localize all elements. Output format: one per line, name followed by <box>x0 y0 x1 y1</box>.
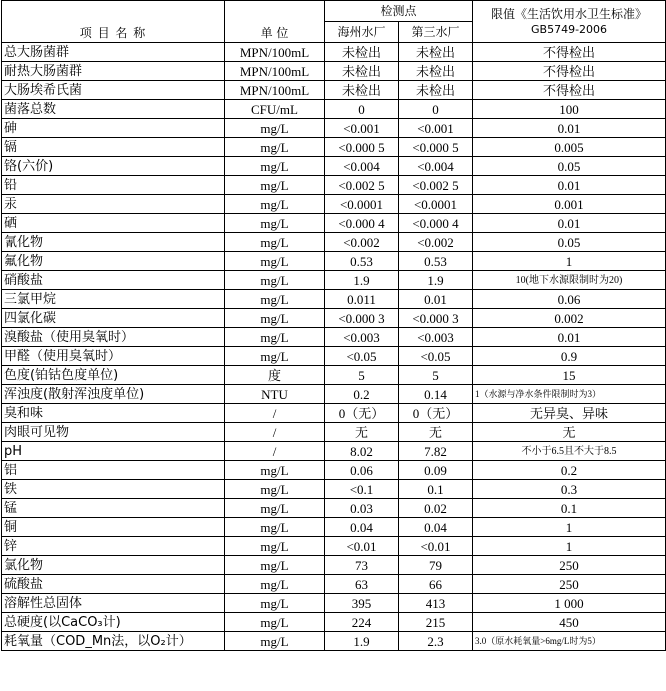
row-unit: mg/L <box>225 632 325 651</box>
row-name: 耐热大肠菌群 <box>2 62 225 81</box>
row-plant-1-value: 未检出 <box>325 62 399 81</box>
row-limit-value: 不得检出 <box>473 43 666 62</box>
row-name: 锌 <box>2 537 225 556</box>
row-plant-1-value: <0.003 <box>325 328 399 347</box>
row-limit-value: 3.0（原水耗氧量>6mg/L时为5） <box>473 632 666 651</box>
row-limit-value: 0.005 <box>473 138 666 157</box>
row-plant-2-value: <0.000 4 <box>399 214 473 233</box>
row-name: 总硬度(以CaCO₃计) <box>2 613 225 632</box>
row-unit: mg/L <box>225 290 325 309</box>
row-name: 肉眼可见物 <box>2 423 225 442</box>
table-body <box>2 43 666 651</box>
row-plant-1-value: <0.000 5 <box>325 138 399 157</box>
row-limit-value: 0.01 <box>473 328 666 347</box>
table-row <box>2 138 666 157</box>
row-plant-1-value: 5 <box>325 366 399 385</box>
row-plant-1-value: 0.2 <box>325 385 399 404</box>
row-name: pH <box>2 442 225 461</box>
row-name: 氰化物 <box>2 233 225 252</box>
row-plant-2-value: <0.004 <box>399 157 473 176</box>
row-unit: mg/L <box>225 138 325 157</box>
table-row <box>2 214 666 233</box>
water-quality-table <box>1 0 666 651</box>
row-plant-1-value: <0.01 <box>325 537 399 556</box>
row-plant-1-value: <0.000 4 <box>325 214 399 233</box>
row-unit: MPN/100mL <box>225 43 325 62</box>
table-row <box>2 613 666 632</box>
table-row <box>2 43 666 62</box>
row-plant-2-value: 215 <box>399 613 473 632</box>
row-plant-2-value: <0.000 3 <box>399 309 473 328</box>
row-name: 锰 <box>2 499 225 518</box>
row-name: 铬(六价) <box>2 157 225 176</box>
row-plant-1-value: 0.011 <box>325 290 399 309</box>
table-row <box>2 385 666 404</box>
row-plant-2-value: 79 <box>399 556 473 575</box>
table-row <box>2 119 666 138</box>
row-unit: 度 <box>225 366 325 385</box>
table-row <box>2 480 666 499</box>
row-unit: mg/L <box>225 537 325 556</box>
row-plant-2-value: 2.3 <box>399 632 473 651</box>
table-row <box>2 366 666 385</box>
row-name: 硒 <box>2 214 225 233</box>
row-name: 硝酸盐 <box>2 271 225 290</box>
row-plant-1-value: 8.02 <box>325 442 399 461</box>
row-name: 耗氧量（COD_Mn法，以O₂计） <box>2 632 225 651</box>
row-plant-1-value: 73 <box>325 556 399 575</box>
row-name: 镉 <box>2 138 225 157</box>
header-limit <box>473 1 666 43</box>
row-name: 氯化物 <box>2 556 225 575</box>
row-name: 四氯化碳 <box>2 309 225 328</box>
row-plant-2-value: 0.14 <box>399 385 473 404</box>
row-unit: mg/L <box>225 594 325 613</box>
row-unit: MPN/100mL <box>225 81 325 100</box>
header-limit-title: 限值《生活饮用水卫生标准》 <box>491 6 648 21</box>
row-plant-2-value: <0.0001 <box>399 195 473 214</box>
table-row <box>2 309 666 328</box>
table-row <box>2 347 666 366</box>
row-plant-2-value: <0.000 5 <box>399 138 473 157</box>
header-plant-2: 第三水厂 <box>399 22 473 43</box>
row-limit-value: 0.01 <box>473 119 666 138</box>
header-detection-points: 检测点 <box>325 1 473 22</box>
row-unit: mg/L <box>225 556 325 575</box>
row-plant-2-value: <0.05 <box>399 347 473 366</box>
row-plant-2-value: 0.02 <box>399 499 473 518</box>
row-limit-value: 0.05 <box>473 157 666 176</box>
row-unit: mg/L <box>225 195 325 214</box>
row-name: 氟化物 <box>2 252 225 271</box>
row-unit: mg/L <box>225 157 325 176</box>
row-limit-value: 1 <box>473 252 666 271</box>
row-unit: mg/L <box>225 347 325 366</box>
table-row <box>2 233 666 252</box>
row-unit: mg/L <box>225 575 325 594</box>
row-name: 三氯甲烷 <box>2 290 225 309</box>
row-name: 铜 <box>2 518 225 537</box>
row-unit: MPN/100mL <box>225 62 325 81</box>
row-plant-2-value: 413 <box>399 594 473 613</box>
row-unit: mg/L <box>225 518 325 537</box>
row-plant-2-value: 0（无） <box>399 404 473 423</box>
row-unit: mg/L <box>225 271 325 290</box>
row-unit: NTU <box>225 385 325 404</box>
header-plant-1: 海州水厂 <box>325 22 399 43</box>
row-plant-1-value: <0.1 <box>325 480 399 499</box>
header-limit-standard: GB5749-2006 <box>531 22 608 36</box>
table-row <box>2 62 666 81</box>
row-plant-2-value: 无 <box>399 423 473 442</box>
row-limit-value: 1 000 <box>473 594 666 613</box>
table-row <box>2 271 666 290</box>
row-plant-2-value: 0.53 <box>399 252 473 271</box>
row-plant-1-value: <0.002 5 <box>325 176 399 195</box>
table-row <box>2 518 666 537</box>
table-row <box>2 594 666 613</box>
row-limit-value: 1（水源与净水条件限制时为3） <box>473 385 666 404</box>
row-limit-value: 不得检出 <box>473 62 666 81</box>
row-plant-2-value: 未检出 <box>399 81 473 100</box>
row-plant-1-value: <0.001 <box>325 119 399 138</box>
row-plant-2-value: <0.01 <box>399 537 473 556</box>
row-plant-1-value: 未检出 <box>325 81 399 100</box>
row-limit-value: 250 <box>473 575 666 594</box>
row-limit-value: 0.002 <box>473 309 666 328</box>
row-limit-value: 450 <box>473 613 666 632</box>
row-plant-1-value: 1.9 <box>325 271 399 290</box>
row-limit-value: 0.3 <box>473 480 666 499</box>
row-plant-1-value: 0 <box>325 100 399 119</box>
row-unit: mg/L <box>225 461 325 480</box>
row-plant-1-value: 0（无） <box>325 404 399 423</box>
row-plant-2-value: <0.001 <box>399 119 473 138</box>
row-name: 溶解性总固体 <box>2 594 225 613</box>
header-unit: 单 位 <box>225 1 325 43</box>
row-limit-value: 0.2 <box>473 461 666 480</box>
row-plant-1-value: 63 <box>325 575 399 594</box>
table-row <box>2 575 666 594</box>
row-limit-value: 0.01 <box>473 214 666 233</box>
row-name: 菌落总数 <box>2 100 225 119</box>
row-plant-1-value: 224 <box>325 613 399 632</box>
row-limit-value: 1 <box>473 537 666 556</box>
row-unit: mg/L <box>225 309 325 328</box>
table-row <box>2 252 666 271</box>
row-limit-value: 无异臭、异味 <box>473 404 666 423</box>
table-row <box>2 328 666 347</box>
row-limit-value: 不小于6.5且不大于8.5 <box>473 442 666 461</box>
row-plant-1-value: <0.002 <box>325 233 399 252</box>
row-plant-1-value: <0.0001 <box>325 195 399 214</box>
row-unit: / <box>225 423 325 442</box>
table-row <box>2 290 666 309</box>
row-limit-value: 不得检出 <box>473 81 666 100</box>
row-name: 溴酸盐（使用臭氧时） <box>2 328 225 347</box>
row-plant-2-value: 0 <box>399 100 473 119</box>
table-row <box>2 423 666 442</box>
row-limit-value: 15 <box>473 366 666 385</box>
row-plant-2-value: 未检出 <box>399 62 473 81</box>
table-row <box>2 461 666 480</box>
header-item-name: 项 目 名 称 <box>2 1 225 43</box>
row-plant-1-value: 1.9 <box>325 632 399 651</box>
row-plant-1-value: 0.53 <box>325 252 399 271</box>
row-name: 浑浊度(散射浑浊度单位) <box>2 385 225 404</box>
row-unit: mg/L <box>225 480 325 499</box>
row-plant-1-value: 0.06 <box>325 461 399 480</box>
row-plant-1-value: <0.004 <box>325 157 399 176</box>
table-row <box>2 537 666 556</box>
row-name: 甲醛（使用臭氧时） <box>2 347 225 366</box>
row-unit: mg/L <box>225 214 325 233</box>
row-plant-2-value: 0.09 <box>399 461 473 480</box>
row-unit: mg/L <box>225 252 325 271</box>
table-row <box>2 632 666 651</box>
row-plant-2-value: <0.002 5 <box>399 176 473 195</box>
row-limit-value: 10(地下水源限制时为20) <box>473 271 666 290</box>
row-plant-2-value: 0.04 <box>399 518 473 537</box>
row-plant-1-value: 无 <box>325 423 399 442</box>
table-row <box>2 404 666 423</box>
row-plant-1-value: 0.03 <box>325 499 399 518</box>
row-name: 色度(铂钴色度单位) <box>2 366 225 385</box>
row-unit: mg/L <box>225 119 325 138</box>
row-limit-value: 250 <box>473 556 666 575</box>
table-row <box>2 442 666 461</box>
row-unit: CFU/mL <box>225 100 325 119</box>
table-row <box>2 81 666 100</box>
row-name: 臭和味 <box>2 404 225 423</box>
row-plant-2-value: <0.002 <box>399 233 473 252</box>
row-plant-2-value: 0.01 <box>399 290 473 309</box>
row-plant-1-value: <0.000 3 <box>325 309 399 328</box>
row-name: 汞 <box>2 195 225 214</box>
row-plant-1-value: <0.05 <box>325 347 399 366</box>
row-plant-1-value: 未检出 <box>325 43 399 62</box>
row-plant-1-value: 0.04 <box>325 518 399 537</box>
table-row <box>2 195 666 214</box>
row-limit-value: 无 <box>473 423 666 442</box>
row-limit-value: 100 <box>473 100 666 119</box>
row-name: 总大肠菌群 <box>2 43 225 62</box>
row-limit-value: 0.06 <box>473 290 666 309</box>
row-limit-value: 0.05 <box>473 233 666 252</box>
row-unit: mg/L <box>225 233 325 252</box>
row-plant-2-value: 1.9 <box>399 271 473 290</box>
row-limit-value: 0.01 <box>473 176 666 195</box>
row-plant-2-value: 0.1 <box>399 480 473 499</box>
table-row <box>2 157 666 176</box>
table-row <box>2 100 666 119</box>
row-name: 大肠埃希氏菌 <box>2 81 225 100</box>
row-plant-2-value: <0.003 <box>399 328 473 347</box>
row-name: 铅 <box>2 176 225 195</box>
table-row <box>2 499 666 518</box>
row-limit-value: 0.1 <box>473 499 666 518</box>
row-unit: mg/L <box>225 613 325 632</box>
row-name: 铁 <box>2 480 225 499</box>
row-limit-value: 0.9 <box>473 347 666 366</box>
table-row <box>2 176 666 195</box>
row-limit-value: 0.001 <box>473 195 666 214</box>
row-name: 砷 <box>2 119 225 138</box>
row-plant-1-value: 395 <box>325 594 399 613</box>
row-unit: mg/L <box>225 499 325 518</box>
row-name: 铝 <box>2 461 225 480</box>
table-row <box>2 556 666 575</box>
row-plant-2-value: 5 <box>399 366 473 385</box>
row-unit: mg/L <box>225 176 325 195</box>
row-unit: / <box>225 442 325 461</box>
row-plant-2-value: 未检出 <box>399 43 473 62</box>
row-unit: mg/L <box>225 328 325 347</box>
row-plant-2-value: 66 <box>399 575 473 594</box>
row-limit-value: 1 <box>473 518 666 537</box>
row-unit: / <box>225 404 325 423</box>
row-name: 硫酸盐 <box>2 575 225 594</box>
row-plant-2-value: 7.82 <box>399 442 473 461</box>
